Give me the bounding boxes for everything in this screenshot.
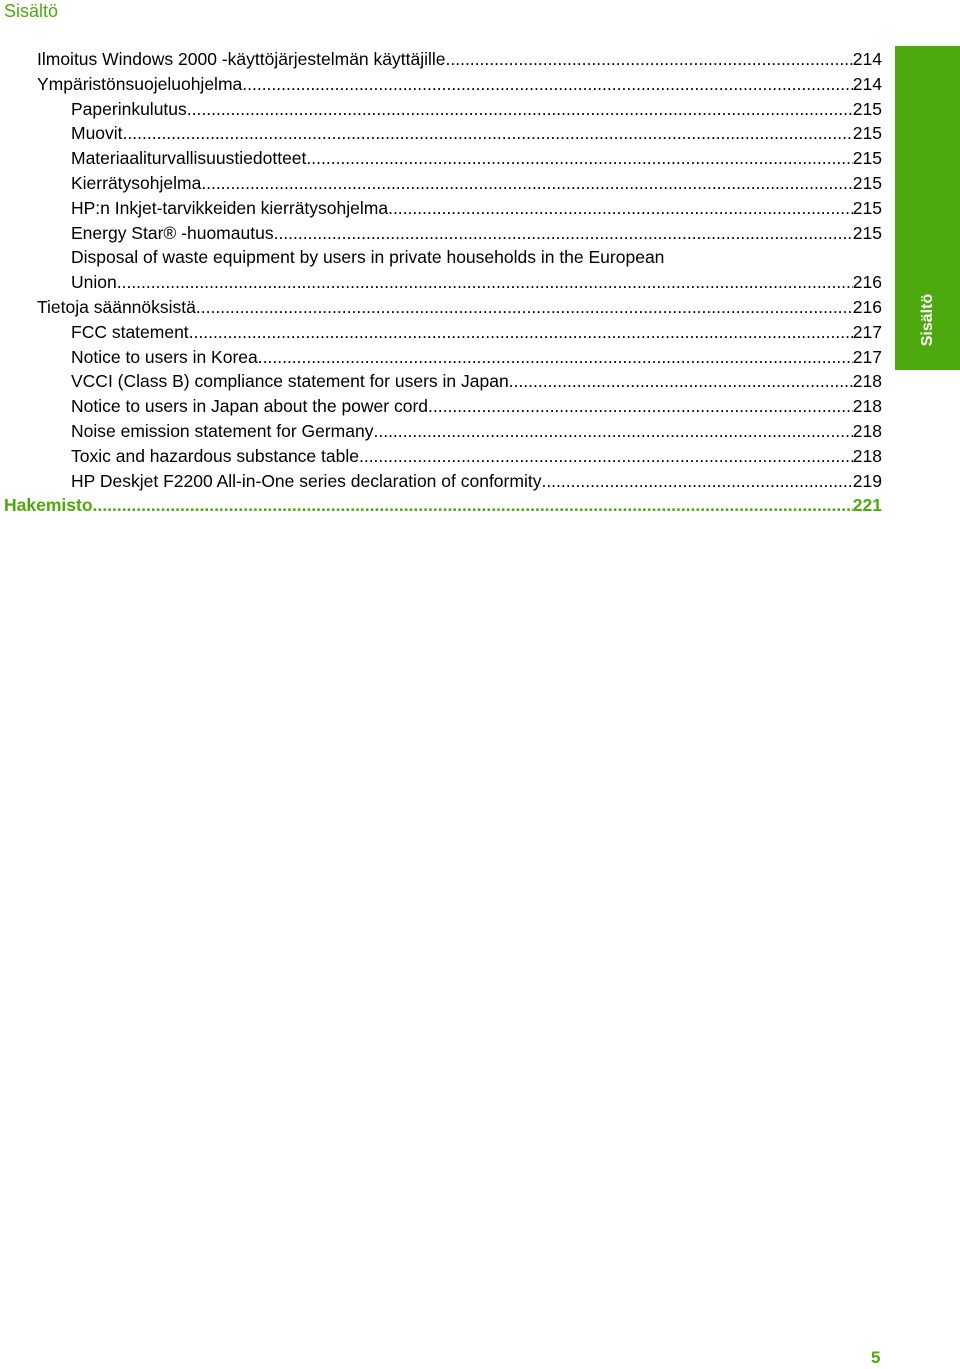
toc-entry-page: 218 bbox=[853, 419, 882, 444]
toc-dot-leader bbox=[242, 72, 853, 97]
toc-entry-line bbox=[71, 320, 882, 345]
toc-entry-page: 215 bbox=[853, 121, 882, 146]
toc-entry-line bbox=[4, 493, 882, 518]
toc-entry[interactable] bbox=[0, 196, 885, 221]
toc-dot-leader bbox=[509, 369, 853, 394]
toc-dot-leader bbox=[93, 493, 853, 518]
toc-entry-page: 214 bbox=[853, 47, 882, 72]
toc-entry-page: 215 bbox=[853, 171, 882, 196]
toc-entry-page: 217 bbox=[853, 320, 882, 345]
toc-entry[interactable] bbox=[0, 72, 885, 97]
toc-entry-line bbox=[71, 394, 882, 419]
section-side-tab bbox=[895, 46, 960, 370]
toc-dot-leader bbox=[359, 444, 853, 469]
toc-entry[interactable] bbox=[0, 295, 885, 320]
toc-dot-leader bbox=[189, 320, 853, 345]
toc-entry[interactable] bbox=[0, 146, 885, 171]
toc-entry-line bbox=[71, 196, 882, 221]
toc-entry-title: HP Deskjet F2200 All-in-One series declaration of conformity bbox=[71, 469, 541, 494]
toc-dot-leader bbox=[258, 345, 853, 370]
toc-entry[interactable] bbox=[0, 270, 885, 295]
toc-entry-title: Notice to users in Japan about the power cord bbox=[71, 394, 428, 419]
toc-entry[interactable] bbox=[0, 320, 885, 345]
toc-entry-line bbox=[71, 369, 882, 394]
toc-entry[interactable] bbox=[0, 171, 885, 196]
toc-entry-line bbox=[37, 72, 882, 97]
toc-entry-line bbox=[71, 345, 882, 370]
toc-entry[interactable] bbox=[0, 394, 885, 419]
toc-entry-page: 218 bbox=[853, 369, 882, 394]
toc-entry-line bbox=[71, 171, 882, 196]
toc-entry[interactable] bbox=[0, 345, 885, 370]
toc-dot-leader bbox=[196, 295, 853, 320]
toc-entry-line bbox=[71, 97, 882, 122]
toc-entry-line bbox=[71, 121, 882, 146]
toc-entry-title: HP:n Inkjet-tarvikkeiden kierrätysohjelma bbox=[71, 196, 388, 221]
toc-dot-leader bbox=[187, 97, 853, 122]
toc-dot-leader bbox=[274, 221, 853, 246]
toc-entry-line bbox=[37, 47, 882, 72]
toc-entry-page: 216 bbox=[853, 270, 882, 295]
toc-entry-title: Ympäristönsuojeluohjelma bbox=[37, 72, 242, 97]
toc-entry[interactable] bbox=[0, 419, 885, 444]
toc-entry-line bbox=[71, 221, 882, 246]
toc-entry-line bbox=[71, 245, 882, 270]
toc-entry[interactable] bbox=[0, 444, 885, 469]
toc-entry-title: Disposal of waste equipment by users in private households in the European bbox=[71, 245, 664, 270]
toc-dot-leader bbox=[541, 469, 852, 494]
toc-entry-page: 215 bbox=[853, 221, 882, 246]
toc-entry-page: 218 bbox=[853, 444, 882, 469]
toc-dot-leader bbox=[117, 270, 853, 295]
toc-entry-page: 215 bbox=[853, 97, 882, 122]
toc-dot-leader bbox=[123, 121, 853, 146]
toc-entry-page: 215 bbox=[853, 196, 882, 221]
toc-entry[interactable] bbox=[0, 493, 885, 518]
toc-entry-page: 221 bbox=[853, 493, 882, 518]
toc-entry-page: 215 bbox=[853, 146, 882, 171]
toc-entry[interactable] bbox=[0, 469, 885, 494]
toc-entry-line bbox=[71, 419, 882, 444]
toc-entry-page: 218 bbox=[853, 394, 882, 419]
toc-entry[interactable] bbox=[0, 245, 885, 270]
toc-entry-title: Kierrätysohjelma bbox=[71, 171, 201, 196]
toc-entry-title: Toxic and hazardous substance table bbox=[71, 444, 359, 469]
toc-entry-page: 214 bbox=[853, 72, 882, 97]
toc-entry-title: Noise emission statement for Germany bbox=[71, 419, 373, 444]
toc-entry-title: VCCI (Class B) compliance statement for users in Japan bbox=[71, 369, 509, 394]
toc-entry-title: Hakemisto bbox=[4, 493, 93, 518]
side-tab-label: Sisältö bbox=[918, 293, 936, 347]
toc-dot-leader bbox=[446, 47, 853, 72]
toc-dot-leader bbox=[388, 196, 853, 221]
toc-entry-title: Ilmoitus Windows 2000 -käyttöjärjestelmän käyttäjille bbox=[37, 47, 446, 72]
toc-entry-title: Paperinkulutus bbox=[71, 97, 187, 122]
toc-entry-page: 217 bbox=[853, 345, 882, 370]
toc-entry-line bbox=[71, 146, 882, 171]
toc-entry[interactable] bbox=[0, 369, 885, 394]
toc-entry[interactable] bbox=[0, 97, 885, 122]
toc-entry-title: Materiaaliturvallisuustiedotteet bbox=[71, 146, 306, 171]
toc-entry-title: FCC statement bbox=[71, 320, 189, 345]
toc-entry-line bbox=[37, 295, 882, 320]
toc-entry[interactable] bbox=[0, 121, 885, 146]
toc-entry-page: 219 bbox=[853, 469, 882, 494]
toc-entry-title: Union bbox=[71, 270, 117, 295]
toc-entry-line bbox=[71, 444, 882, 469]
toc-dot-leader bbox=[201, 171, 852, 196]
toc-entry-line bbox=[71, 270, 882, 295]
toc-dot-leader bbox=[428, 394, 853, 419]
toc-entry-title: Notice to users in Korea bbox=[71, 345, 258, 370]
toc-entry[interactable] bbox=[0, 47, 885, 72]
toc-dot-leader bbox=[306, 146, 852, 171]
toc-entry-page: 216 bbox=[853, 295, 882, 320]
toc-entry-line bbox=[71, 469, 882, 494]
toc-entry[interactable] bbox=[0, 221, 885, 246]
table-of-contents bbox=[0, 47, 885, 518]
toc-entry-title: Muovit bbox=[71, 121, 123, 146]
toc-dot-leader bbox=[373, 419, 852, 444]
toc-entry-title: Energy Star® -huomautus bbox=[71, 221, 274, 246]
page-number: 5 bbox=[871, 1348, 881, 1367]
toc-entry-title: Tietoja säännöksistä bbox=[37, 295, 196, 320]
running-header-title: Sisältö bbox=[4, 1, 59, 21]
